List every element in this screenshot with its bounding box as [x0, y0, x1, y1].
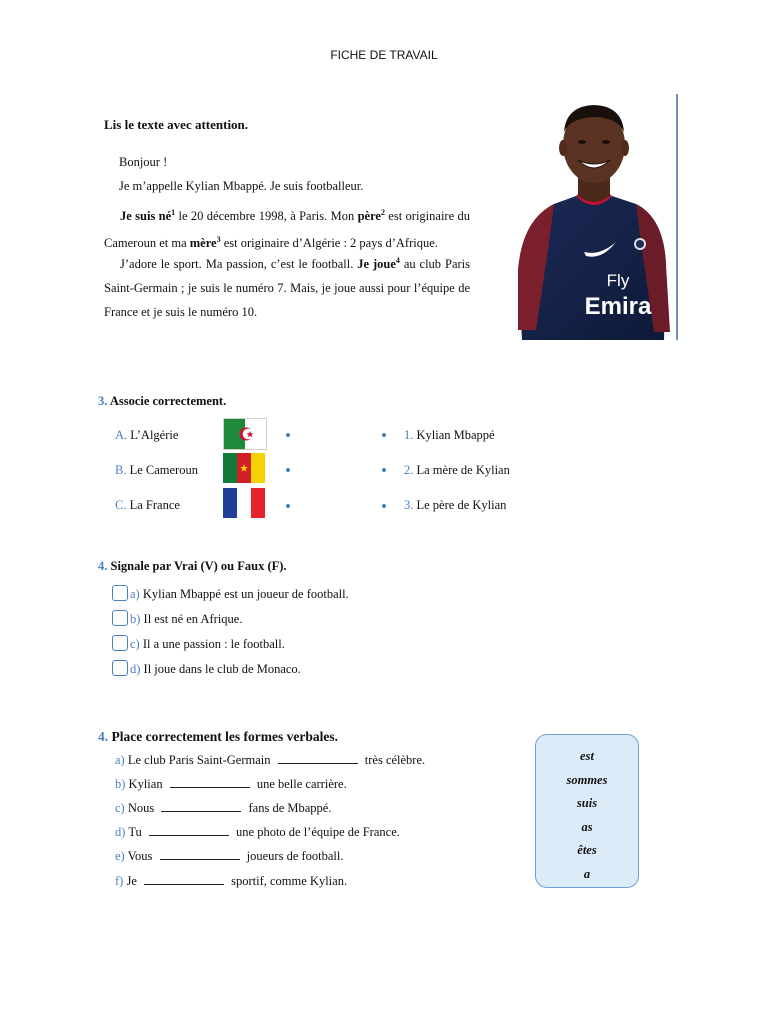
checkbox-d[interactable]	[112, 660, 128, 676]
sentence-e: e) Vous joueurs de football.	[115, 849, 344, 863]
exercise-3-title: 3. Associe correctement.	[98, 394, 227, 408]
match-left-a: A. L’Algérie	[115, 428, 179, 442]
page-title: FICHE DE TRAVAIL	[330, 48, 438, 62]
jersey-text-fly: Fly	[606, 271, 630, 290]
blank-c[interactable]	[161, 800, 241, 812]
jersey-text-emirates: Emira	[584, 293, 652, 320]
exercise-4-true-false-title: 4. Signale par Vrai (V) ou Faux (F).	[98, 559, 287, 573]
sentence-f: f) Je sportif, comme Kylian.	[115, 874, 348, 888]
checkbox-c[interactable]	[112, 635, 128, 651]
match-dot-left-a[interactable]	[286, 433, 290, 437]
checkbox-b[interactable]	[112, 610, 128, 626]
match-left-b: B. Le Cameroun	[115, 463, 198, 477]
word-a[interactable]: a	[583, 866, 591, 881]
checkbox-a[interactable]	[112, 585, 128, 601]
match-left-c: C. La France	[115, 498, 180, 512]
word-sommes[interactable]: sommes	[566, 772, 608, 787]
word-bank	[535, 734, 639, 888]
statement-d: d) Il joue dans le club de Monaco.	[130, 662, 301, 676]
algeria-flag	[223, 418, 267, 450]
statement-b: b) Il est né en Afrique.	[130, 612, 243, 626]
blank-f[interactable]	[144, 873, 224, 885]
intro-line: Je m’appelle Kylian Mbappé. Je suis footballeur.	[119, 179, 364, 193]
greeting: Bonjour !	[119, 155, 168, 169]
match-dot-right-2[interactable]	[382, 468, 386, 472]
statement-c: c) Il a une passion : le football.	[130, 637, 285, 651]
cameroon-flag	[223, 453, 265, 483]
reading-instruction: Lis le texte avec attention.	[104, 117, 249, 132]
sentence-a: a) Le club Paris Saint-Germain très célèbre.	[115, 753, 426, 767]
photo-border	[676, 94, 678, 340]
france-flag	[223, 488, 265, 518]
statement-a: a) Kylian Mbappé est un joueur de football.	[130, 587, 349, 601]
sentence-d: d) Tu une photo de l’équipe de France.	[115, 825, 400, 839]
blank-a[interactable]	[278, 752, 358, 764]
blank-b[interactable]	[170, 776, 250, 788]
sentence-c: c) Nous fans de Mbappé.	[115, 801, 332, 815]
match-right-1: 1. Kylian Mbappé	[404, 428, 495, 442]
word-etes[interactable]: êtes	[577, 843, 597, 857]
word-suis[interactable]: suis	[576, 796, 598, 810]
player-photo	[514, 100, 674, 340]
match-dot-left-c[interactable]	[286, 504, 290, 508]
word-est[interactable]: est	[580, 749, 594, 763]
blank-e[interactable]	[160, 848, 240, 860]
paragraph-football: J’adore le sport. Ma passion, c’est le football. Je joue$^4$ au club Paris Saint-Germain ; je suis le numéro 7. Mais, je joue aussi pour l’équipe de France et je suis le numéro 10.	[104, 256, 470, 320]
match-right-2: 2. La mère de Kylian	[404, 463, 510, 477]
exercise-4-verbs-title: 4. Place correctement les formes verbales.	[98, 729, 339, 744]
paragraph-birth: Je suis $né^1$ le 20 décembre 1998, à Paris. Mon père$^2$ est originaire du Cameroun et ma mère$^3$ est originaire d’Algérie : 2 pays d’Afrique.	[104, 208, 470, 251]
match-dot-left-b[interactable]	[286, 468, 290, 472]
blank-d[interactable]	[149, 824, 229, 836]
match-dot-right-1[interactable]	[382, 433, 386, 437]
sentence-b: b) Kylian une belle carrière.	[115, 777, 347, 791]
match-dot-right-3[interactable]	[382, 504, 386, 508]
match-right-3: 3. Le père de Kylian	[404, 498, 507, 512]
word-as[interactable]: as	[581, 819, 593, 834]
